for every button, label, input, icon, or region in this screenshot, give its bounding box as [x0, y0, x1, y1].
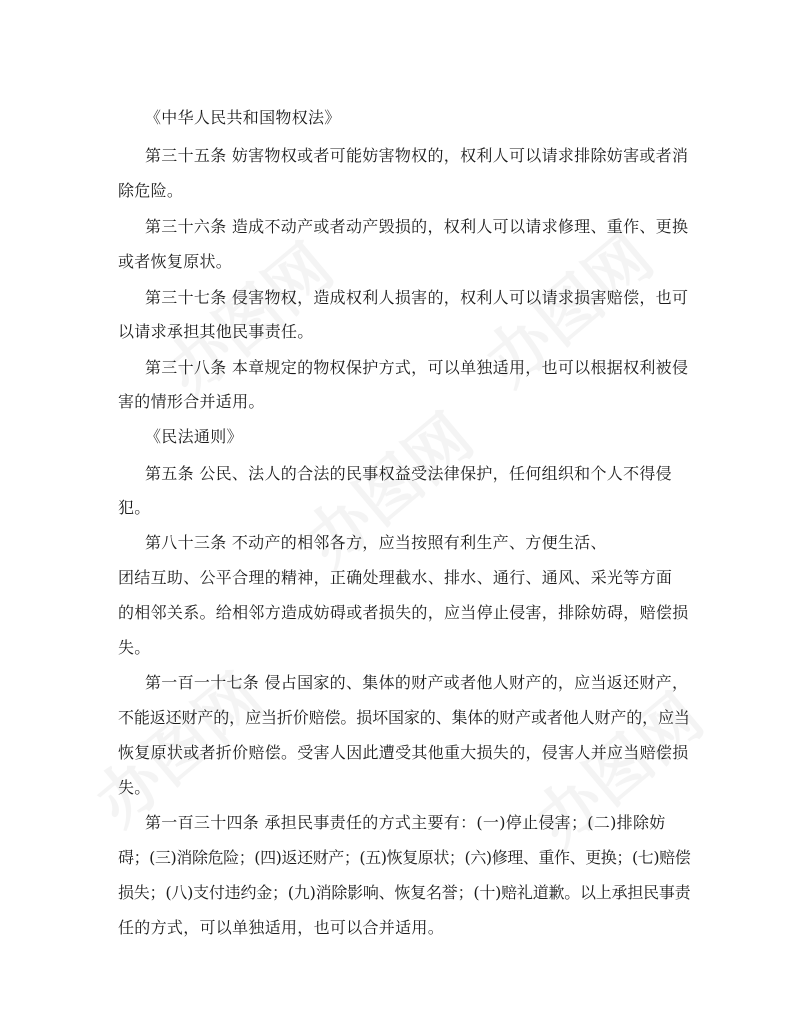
article-line: 失。 — [118, 638, 151, 657]
article-line: 第一百一十七条 侵占国家的、集体的财产或者他人财产的，应当返还财产， — [145, 673, 689, 692]
article-line: 恢复原状或者折价赔偿。受害人因此遭受其他重大损失的，侵害人并应当赔偿损 — [118, 743, 689, 762]
article-line: 犯。 — [118, 498, 151, 517]
article-line: 的相邻关系。给相邻方造成妨碍或者损失的，应当停止侵害，排除妨碍，赔偿损 — [118, 603, 689, 622]
article-line: 除危险。 — [118, 181, 184, 200]
article-line: 不能返还财产的，应当折价赔偿。损坏国家的、集体的财产或者他人财产的，应当 — [118, 708, 690, 727]
heading-property-law: 《中华人民共和国物权法》 — [145, 108, 341, 127]
article-line: 失。 — [118, 778, 151, 797]
article-line: 团结互助、公平合理的精神，正确处理截水、排水、通行、通风、采光等方面 — [118, 568, 673, 587]
article-line: 或者恢复原状。 — [118, 252, 233, 271]
article-line: 碍；(三)消除危险；(四)返还财产；(五)恢复原状；(六)修理、重作、更换；(七)赔偿 — [118, 848, 691, 867]
article-line: 以请求承担其他民事责任。 — [118, 322, 314, 341]
article-line: 第三十五条 妨害物权或者可能妨害物权的，权利人可以请求排除妨害或者消 — [145, 146, 689, 165]
article-line: 任的方式，可以单独适用，也可以合并适用。 — [118, 918, 445, 937]
article-line: 第三十七条 侵害物权，造成权利人损害的，权利人可以请求损害赔偿，也可 — [145, 288, 689, 307]
article-line: 第三十八条 本章规定的物权保护方式，可以单独适用，也可以根据权利被侵 — [145, 358, 689, 377]
article-line: 第五条 公民、法人的合法的民事权益受法律保护，任何组织和个人不得侵 — [145, 464, 672, 483]
article-line: 第一百三十四条 承担民事责任的方式主要有：(一)停止侵害；(二)排除妨 — [145, 813, 666, 832]
article-line: 损失；(八)支付违约金；(九)消除影响、恢复名誉；(十)赔礼道歉。以上承担民事责 — [118, 883, 691, 902]
article-line: 害的情形合并适用。 — [118, 392, 265, 411]
article-line: 第三十六条 造成不动产或者动产毁损的，权利人可以请求修理、重作、更换 — [145, 217, 689, 236]
watermark — [143, 219, 349, 413]
article-line: 第八十三条 不动产的相邻各方，应当按照有利生产、方便生活、 — [145, 533, 607, 552]
heading-civil-law: 《民法通则》 — [145, 427, 243, 446]
